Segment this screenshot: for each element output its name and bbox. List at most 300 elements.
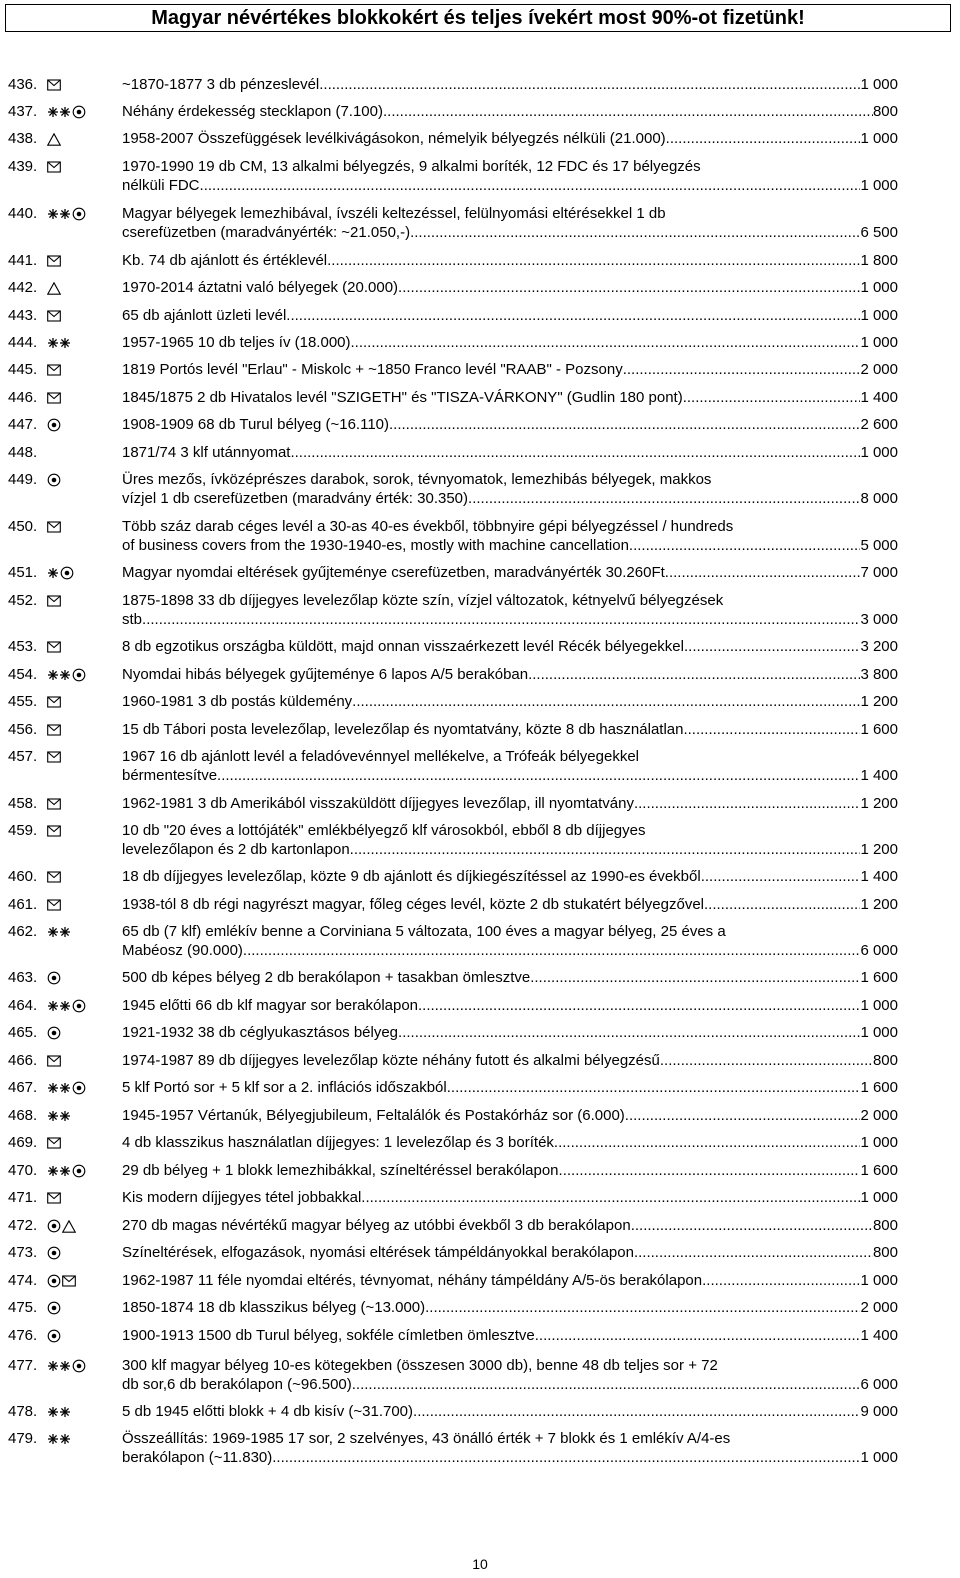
lot-row [0,203,960,242]
dot-leader [398,278,860,297]
lot-description-text: Néhány érdekesség stecklapon (7.100). [122,103,388,120]
lot-condition-symbols [47,1025,61,1041]
circle-dot-icon [72,1164,86,1178]
lot-description [122,636,898,656]
lot-price: 6 000 [860,1376,898,1393]
lot-number: 476. [8,1327,38,1344]
lot-description-text: 1945 előtti 66 db klf magyar sor berakólapon [122,997,419,1014]
lot-description [122,967,898,987]
lot-number: 448. [8,444,38,461]
lot-row [0,1428,960,1467]
lot-price: 1 400 [860,767,898,784]
lot-condition-symbols [47,472,61,488]
lot-description-text: 1908-1909 68 db Turul bélyeg (~16.110) [122,416,390,433]
lot-condition-symbols [47,1273,76,1289]
dot-leader [410,223,860,242]
lot-condition-symbols [47,1300,61,1316]
lot-price: 2 000 [860,361,898,378]
envelope-icon [47,364,61,376]
lot-description-final-line [122,1023,898,1042]
lot-description-line: 1967 16 db ajánlott levél a feladóvevénnyel mellékelve, a Trófeák bélyegekkel [122,748,640,765]
lot-description [122,866,898,886]
lot-row [0,332,960,352]
lot-condition-symbols [47,1358,86,1374]
dot-leader [554,1133,861,1152]
double-asterisk-icon [47,1110,71,1122]
lot-row [0,820,960,859]
lot-description [122,1187,898,1207]
lot-row [0,359,960,379]
lot-row [0,1077,960,1097]
lot-description-final-line [122,1051,898,1070]
envelope-icon [47,521,61,533]
lot-row [0,250,960,270]
lot-condition-symbols [47,390,61,406]
lot-row [0,1355,960,1394]
dot-leader [670,129,861,148]
lot-description-final-line [122,1448,898,1467]
lot-row [0,1022,960,1042]
lot-price: 1 000 [860,76,898,93]
lot-price: 1 000 [860,334,898,351]
lot-description-text: 4 db klasszikus használatlan díjjegyes: 1 levelezőlap és 3 boríték [122,1134,554,1151]
lot-number: 466. [8,1052,38,1069]
lot-condition-symbols [47,565,74,581]
lot-row [0,636,960,656]
lot-row [0,469,960,508]
lot-description [122,387,898,407]
envelope-icon [47,696,61,708]
circle-dot-icon [47,1274,61,1288]
lot-description [122,995,898,1015]
lot-price: 8 000 [860,490,898,507]
lot-description-text: 5 klf Portó sor + 5 klf sor a 2. inflációs időszakból [122,1079,447,1096]
asterisk-icon [47,567,59,579]
lot-description-text: 270 db magas névértékű magyar bélyeg az utóbbi évekből 3 db berakólapon [122,1217,631,1234]
circle-dot-icon [72,999,86,1013]
lot-price: 1 000 [860,444,898,461]
lot-number: 465. [8,1024,38,1041]
lot-price: 1 600 [860,721,898,738]
lot-description-final-line [122,1078,898,1097]
dot-leader [146,610,860,629]
lot-description-line: Üres mezős, ívközéprészes darabok, sorok, tévnyomatok, lemezhibás bélyegek, makkos [122,471,712,488]
lot-row [0,1132,960,1152]
lot-row [0,1401,960,1421]
dot-leader [418,996,860,1015]
lot-row [0,74,960,94]
lot-description-text: db sor,6 db berakólapon (~96.500) [122,1376,352,1393]
lot-number: 477. [8,1357,38,1374]
lot-price: 1 800 [860,252,898,269]
lot-description [122,793,898,813]
lot-description [122,305,898,325]
envelope-icon [47,871,61,883]
lot-number: 468. [8,1107,38,1124]
lot-row [0,894,960,914]
lot-description-text: 1958-2007 Összefüggések levélkivágásokon, némelyik bélyegzés nélküli (21.000). [122,130,670,147]
lot-condition-symbols [47,417,61,433]
circle-dot-icon [47,1026,61,1040]
lot-description-final-line [122,720,898,739]
lot-description-text: levelezőlapon és 2 db kartonlapon [122,841,350,858]
lot-description [122,746,898,785]
lot-price: 1 400 [860,389,898,406]
lot-description [122,156,898,195]
circle-dot-icon [47,971,61,985]
lot-description [122,691,898,711]
lot-price: 6 000 [860,942,898,959]
lot-price: 5 000 [860,537,898,554]
lot-condition-symbols [47,796,61,812]
lot-description-final-line [122,968,898,987]
lot-price: 1 000 [860,279,898,296]
lot-number: 450. [8,518,38,535]
lot-row [0,128,960,148]
lot-description-text: 18 db díjjegyes levelezőlap, közte 9 db ajánlott és díjkiegészítéssel az 1990-es évekből [122,868,701,885]
lot-description-final-line [122,388,898,407]
lot-condition-symbols [47,998,86,1014]
envelope-icon [47,161,61,173]
lot-row [0,387,960,407]
envelope-icon [47,255,61,267]
dot-leader [350,840,861,859]
dot-leader [286,306,860,325]
lot-condition-symbols [47,1163,86,1179]
lot-description-text: 8 db egzotikus országba küldött, majd onnan visszaérkezett levél Récék bélyegekkel [122,638,684,655]
lot-description [122,1132,898,1152]
lot-description-text: 1962-1981 3 db Amerikából visszaküldött díjjegyes levezőlap, ill nyomtatvány [122,795,634,812]
lot-number: 460. [8,868,38,885]
lot-condition-symbols [47,924,71,940]
dot-leader [702,1271,860,1290]
lot-condition-symbols [47,1218,76,1234]
dot-leader [398,1023,860,1042]
lot-description-final-line [122,536,898,555]
lot-row [0,1270,960,1290]
dot-leader [623,360,861,379]
lot-description-final-line [122,941,898,960]
circle-dot-icon [72,207,86,221]
lot-number: 471. [8,1189,38,1206]
lot-description-text: 500 db képes bélyeg 2 db berakólapon + tasakban ömlesztve [122,969,531,986]
lot-number: 474. [8,1272,38,1289]
dot-leader [625,1106,861,1125]
lot-price: 9 000 [860,1403,898,1420]
dot-leader [559,1161,861,1180]
dot-leader [701,867,861,886]
lot-number: 461. [8,896,38,913]
lot-description-text: 1945-1957 Vértanúk, Bélyegjubileum, Feltalálók és Postakórház sor (6.000) [122,1107,625,1124]
envelope-icon [47,641,61,653]
lot-description-text: 1819 Portós levél "Erlau" - Miskolc + ~1850 Franco levél "RAAB" - Pozsony [122,361,623,378]
circle-dot-icon [47,1219,61,1233]
lot-description-text: 29 db bélyeg + 1 blokk lemezhibákkal, színeltéréssel berakólapon [122,1162,559,1179]
lot-price: 1 200 [860,795,898,812]
lot-description-text: vízjel 1 db cserefüzetben (maradvány érték: 30.350) [122,490,469,507]
dot-leader [530,968,860,987]
lot-description-text: nélküli FDC [122,177,200,194]
dot-leader [683,388,861,407]
envelope-icon [47,825,61,837]
triangle-icon [47,282,61,295]
double-asterisk-icon [47,1433,71,1445]
lot-number: 478. [8,1403,38,1420]
lot-description-final-line [122,1326,898,1345]
circle-dot-icon [47,1246,61,1260]
lot-condition-symbols [47,131,61,147]
lot-condition-symbols [47,897,61,913]
lot-price: 7 000 [860,564,898,581]
lot-condition-symbols [47,970,61,986]
lot-condition-symbols [47,869,61,885]
lot-condition-symbols [47,667,86,683]
lot-description-final-line [122,1298,898,1317]
dot-leader [217,766,860,785]
lot-row [0,1050,960,1070]
lot-description [122,664,898,684]
lot-description [122,1022,898,1042]
lot-description-final-line [122,1188,898,1207]
lot-description-line: 1875-1898 33 db díjjegyes levelezőlap közte szín, vízjel változatok, kétnyelvű bélyegzések [122,592,724,609]
envelope-icon [47,899,61,911]
lot-description-final-line [122,306,898,325]
lot-description-final-line [122,665,898,684]
dot-leader [684,637,860,656]
lot-condition-symbols [47,1108,71,1124]
lot-description [122,921,898,960]
lot-row [0,866,960,886]
dot-leader [361,1188,860,1207]
lot-price: 1 000 [860,177,898,194]
lot-description-final-line [122,794,898,813]
lot-price: 1 600 [860,969,898,986]
lot-price: 1 200 [860,693,898,710]
lot-description-text: 1900-1913 1500 db Turul bélyeg, sokféle címletben ömlesztve [122,1327,535,1344]
lot-description-text: 1850-1874 18 db klasszikus bélyeg (~13.000) [122,1299,426,1316]
lot-description-final-line [122,443,898,462]
lot-condition-symbols [47,253,61,269]
lot-description-final-line [122,102,898,121]
lot-number: 439. [8,158,38,175]
lot-description-text: 1970-2014 áztatni való bélyegek (20.000) [122,279,399,296]
envelope-icon [47,310,61,322]
lot-description-final-line [122,415,898,434]
lot-price: 3 800 [860,666,898,683]
envelope-icon [62,1275,76,1287]
envelope-icon [47,724,61,736]
dot-leader [660,1051,873,1070]
lot-number: 447. [8,416,38,433]
lot-price: 1 000 [860,1134,898,1151]
lot-description-final-line [122,251,898,270]
envelope-icon [47,1192,61,1204]
lot-description-final-line [122,1271,898,1290]
lot-number: 442. [8,279,38,296]
lot-description-text: 1957-1965 10 db teljes ív (18.000) [122,334,351,351]
lot-price: 6 500 [860,224,898,241]
lot-number: 456. [8,721,38,738]
lot-description [122,894,898,914]
page-title: Magyar névértékes blokkokért és teljes ívekért most 90%-ot fizetünk! [151,7,805,29]
lot-condition-symbols [47,308,61,324]
lot-description-final-line [122,360,898,379]
lot-condition-symbols [47,104,86,120]
lot-row [0,101,960,121]
dot-leader [200,176,861,195]
lot-number: 444. [8,334,38,351]
lot-description-text: bérmentesítve [122,767,218,784]
dot-leader [389,415,860,434]
lot-row [0,1215,960,1235]
lot-condition-symbols [47,206,86,222]
lot-description-final-line [122,1402,898,1421]
lot-description-text: 1921-1932 38 db céglyukasztásos bélyeg [122,1024,399,1041]
lot-number: 454. [8,666,38,683]
lot-description-final-line [122,1161,898,1180]
lot-description-final-line [122,1106,898,1125]
lot-description-text: 1871/74 3 klf utánnyomat [122,444,291,461]
circle-dot-icon [47,418,61,432]
lot-description [122,277,898,297]
lot-row [0,156,960,195]
lot-condition-symbols [47,77,61,93]
dot-leader [447,1078,861,1097]
lot-row [0,562,960,582]
lot-description [122,469,898,508]
lot-description-final-line [122,1243,898,1262]
lot-number: 463. [8,969,38,986]
double-asterisk-icon [47,926,71,938]
lot-number: 469. [8,1134,38,1151]
double-asterisk-icon [47,208,71,220]
circle-dot-icon [72,668,86,682]
circle-dot-icon [72,1081,86,1095]
lot-price: 1 400 [860,1327,898,1344]
dot-leader [352,692,860,711]
lot-description [122,1050,898,1070]
lot-price: 1 600 [860,1079,898,1096]
lot-number: 462. [8,923,38,940]
lot-number: 438. [8,130,38,147]
envelope-icon [47,1055,61,1067]
dot-leader [272,1448,860,1467]
lot-description [122,1325,898,1345]
lot-condition-symbols [47,749,61,765]
lot-number: 459. [8,822,38,839]
lot-row [0,1325,960,1345]
lot-row [0,1160,960,1180]
lot-description [122,590,898,629]
lot-row [0,516,960,555]
lot-description [122,1077,898,1097]
lot-description-text: 1845/1875 2 db Hivatalos levél "SZIGETH" és "TISZA-VÁRKONY" (Gudlin 180 pont) [122,389,683,406]
lot-row [0,590,960,629]
lot-description [122,128,898,148]
lot-row [0,305,960,325]
lot-condition-symbols [47,1080,86,1096]
dot-leader [629,536,861,555]
lot-price: 3 200 [860,638,898,655]
lot-condition-symbols [47,1328,61,1344]
lot-description-line: 10 db "20 éves a lottójáték" emlékbélyegző klf városokból, ebből 8 db díjjegyes [122,822,646,839]
lot-description-final-line [122,489,898,508]
double-asterisk-icon [47,1406,71,1418]
lot-description-final-line [122,563,898,582]
lot-price: 1 400 [860,868,898,885]
dot-leader [319,75,860,94]
lot-description [122,414,898,434]
lot-description-final-line [122,610,898,629]
lot-condition-symbols [47,639,61,655]
lot-condition-symbols [47,1190,61,1206]
lot-description [122,1160,898,1180]
lot-description [122,1105,898,1125]
lot-description-text: Kb. 74 db ajánlott és értéklevél [122,252,328,269]
envelope-icon [47,798,61,810]
lot-row [0,1242,960,1262]
lot-number: 467. [8,1079,38,1096]
lot-number: 455. [8,693,38,710]
lot-condition-symbols [47,694,61,710]
lot-description-final-line [122,278,898,297]
lot-number: 470. [8,1162,38,1179]
lot-description-text: cserefüzetben (maradványérték: ~21.050,-) [122,224,411,241]
dot-leader [535,1326,861,1345]
lot-description-final-line [122,1375,898,1394]
lot-description [122,332,898,352]
lot-price: 2 000 [860,1107,898,1124]
lot-condition-symbols [47,159,61,175]
lot-description [122,250,898,270]
triangle-icon [62,1220,76,1233]
double-asterisk-icon [47,1360,71,1372]
lot-price: 1 000 [860,307,898,324]
lot-price: 800 [872,1217,898,1234]
double-asterisk-icon [47,1082,71,1094]
dot-leader [468,489,860,508]
lot-description-final-line [122,176,898,195]
lot-condition-symbols [47,593,61,609]
double-asterisk-icon [47,106,71,118]
lot-price: 1 000 [860,130,898,147]
double-asterisk-icon [47,669,71,681]
dot-leader [631,1216,873,1235]
lot-price: 1 000 [860,1449,898,1466]
circle-dot-icon [60,566,74,580]
lot-number: 437. [8,103,38,120]
dot-leader [704,895,860,914]
dot-leader [327,251,860,270]
lot-number: 436. [8,76,38,93]
lot-row [0,793,960,813]
lot-row [0,414,960,434]
lot-row [0,691,960,711]
lot-description-final-line [122,223,898,242]
lot-number: 473. [8,1244,38,1261]
lot-price: 1 600 [860,1162,898,1179]
lot-description-final-line [122,840,898,859]
lot-price: 1 200 [860,896,898,913]
page-number: 10 [472,1556,488,1572]
double-asterisk-icon [47,1165,71,1177]
lot-number: 446. [8,389,38,406]
lot-description-final-line [122,867,898,886]
lot-number: 452. [8,592,38,609]
lot-description [122,1270,898,1290]
dot-leader [634,1243,873,1262]
lot-description-final-line [122,333,898,352]
